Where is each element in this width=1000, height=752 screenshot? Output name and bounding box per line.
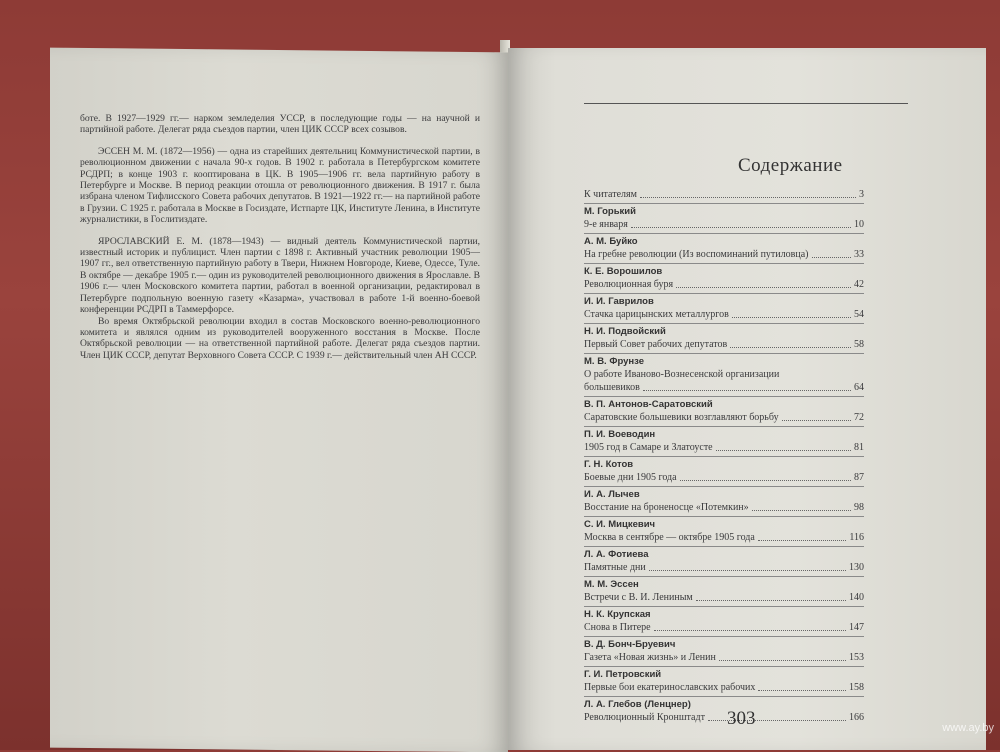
- toc-author: Г. И. Петровский: [584, 669, 662, 680]
- toc-entry: [584, 486, 864, 514]
- toc-title: К читателям: [584, 189, 637, 200]
- toc-divider: [584, 323, 864, 324]
- toc-title: Революционная буря: [584, 279, 674, 290]
- toc-title: Первые бои екатеринославских рабочих: [584, 682, 756, 693]
- bio-paragraph: ЭССЕН М. М. (1872—1956) — одна из старейших деятельниц Коммунистической партии, в революционном движении с начала 90-х годов. В 1902 г. работала в Петербургском комитете РСДРП; в конце 1903 г. кооптирована в ЦК. В 1905—1906 гг. вела партийную работу в Петербурге и Москве. В период реакции отошла от революционного движения. В 1917 г. была избрана членом Тифлисского Совета рабочих депутатов. В 1921—1922 гг.— на партийной работе в Грузии. С 1925 г. работала в Москве в Госиздате, Истпарте ЦК, Институте Ленина, в Институте журналистики, в Гослитиздате.: [80, 145, 480, 226]
- bio-entry: [80, 236, 480, 361]
- toc-title: Первый Совет рабочих депутатов: [584, 339, 728, 350]
- toc-divider: [584, 486, 864, 487]
- toc-line: [584, 188, 864, 201]
- toc-entry: [584, 323, 864, 351]
- toc-line: [584, 471, 864, 484]
- toc-leader-dots: [758, 690, 846, 691]
- toc-page-number: 42: [854, 279, 864, 290]
- toc-leader-dots: [732, 317, 851, 318]
- toc-entry: [584, 516, 864, 544]
- toc-author: С. И. Мицкевич: [584, 519, 656, 530]
- table-of-contents: [584, 188, 864, 724]
- toc-line: [584, 218, 864, 231]
- toc-divider: [584, 203, 864, 204]
- toc-page-number: 64: [854, 382, 864, 393]
- toc-author: Н. К. Крупская: [584, 609, 651, 620]
- toc-author: Г. Н. Котов: [584, 459, 634, 470]
- toc-leader-dots: [696, 600, 846, 601]
- toc-line: [584, 651, 864, 664]
- toc-author: А. М. Буйко: [584, 236, 638, 247]
- toc-author: Л. А. Глебов (Ленцнер): [584, 699, 691, 710]
- toc-page-number: 158: [849, 682, 864, 693]
- toc-leader-dots: [719, 660, 846, 661]
- toc-divider: [584, 636, 864, 637]
- toc-divider: [584, 546, 864, 547]
- toc-author: К. Е. Ворошилов: [584, 266, 663, 277]
- toc-title: Боевые дни 1905 года: [584, 472, 677, 483]
- watermark: www.ay.by: [942, 722, 994, 734]
- toc-divider: [584, 516, 864, 517]
- toc-leader-dots: [649, 570, 846, 571]
- toc-author: М. Горький: [584, 206, 636, 217]
- bio-paragraph: боте. В 1927—1929 гг.— нарком земледелия УССР, в последующие годы — на научной и партийной работе. Делегат ряда съездов партии, член ЦИК СССР всех созывов.: [80, 113, 480, 136]
- toc-divider: [584, 293, 864, 294]
- toc-divider: [584, 263, 864, 264]
- toc-leader-dots: [716, 450, 851, 451]
- toc-page-number: 81: [854, 442, 864, 453]
- toc-title: Саратовские большевики возглавляют борьбу: [584, 412, 779, 423]
- toc-author: В. П. Антонов-Саратовский: [584, 399, 713, 410]
- toc-line: [584, 278, 864, 291]
- toc-page-number: 72: [854, 412, 864, 423]
- toc-entry: [584, 456, 864, 484]
- toc-line: [584, 681, 864, 694]
- bio-paragraph: Во время Октябрьской революции входил в состав Московского военно-революционного комитета и являлся одним из руководителей вооруженного восстания в Москве. После Октябрьской революции — на ответственной партийной работе. Делегат ряда съездов партии. Член ЦИК СССР, депутат Верховного Совета СССР. С 1939 г.— действительный член АН СССР.: [80, 315, 480, 361]
- toc-title: Революционный Кронштадт: [584, 712, 705, 723]
- toc-title: большевиков: [584, 382, 640, 393]
- toc-title: 1905 год в Самаре и Златоусте: [584, 442, 713, 453]
- toc-page-number: 140: [849, 592, 864, 603]
- toc-entry: [584, 203, 864, 231]
- toc-entry: [584, 546, 864, 574]
- toc-divider: [584, 426, 864, 427]
- toc-line: [584, 621, 864, 634]
- toc-author: М. М. Эссен: [584, 579, 639, 590]
- toc-page-number: 33: [854, 249, 864, 260]
- toc-leader-dots: [680, 480, 851, 481]
- toc-line: [584, 381, 864, 394]
- toc-entry: [584, 353, 864, 394]
- toc-entry: [584, 666, 864, 694]
- toc-page-number: 153: [849, 652, 864, 663]
- toc-leader-dots: [812, 257, 852, 258]
- toc-title: На гребне революции (Из воспоминаний путиловца): [584, 249, 809, 260]
- toc-line: [584, 711, 864, 724]
- page-number: 303: [727, 708, 756, 729]
- toc-author: М. В. Фрунзе: [584, 356, 645, 367]
- toc-title: Стачка царицынских металлургов: [584, 309, 729, 320]
- toc-author: И. И. Гаврилов: [584, 296, 654, 307]
- bio-entry: [80, 113, 480, 136]
- toc-page-number: 54: [854, 309, 864, 320]
- toc-entry: [584, 606, 864, 634]
- bio-paragraph: ЯРОСЛАВСКИЙ Е. М. (1878—1943) — видный деятель Коммунистической партии, известный историк и публицист. Член партии с 1898 г. Активный участник революции 1905—1907 гг., вел ответственную партийную работу в Твери, Нижнем Новгороде, Киеве, Одессе, Туле. В октябре — декабре 1905 г.— один из руководителей революционного движения в Ярославле. В 1906 г.— член Московского комитета партии, работал в военной организации, редактировал в Петербурге подпольную военную газету «Казарма», участвовал в работе 1-й военно-боевой конференции РСДРП в Таммерфорсе.: [80, 235, 480, 316]
- toc-leader-dots: [654, 630, 846, 631]
- toc-divider: [584, 353, 864, 354]
- toc-entry: [584, 696, 864, 724]
- toc-author: Л. А. Фотиева: [584, 549, 649, 560]
- toc-author: Н. И. Подвойский: [584, 326, 666, 337]
- toc-divider: [584, 606, 864, 607]
- toc-page-number: 87: [854, 472, 864, 483]
- toc-title: Газета «Новая жизнь» и Ленин: [584, 652, 716, 663]
- toc-page-number: 116: [849, 532, 864, 543]
- toc-line: [584, 531, 864, 544]
- toc-title: Восстание на броненосце «Потемкин»: [584, 502, 749, 513]
- toc-leader-dots: [730, 347, 851, 348]
- toc-divider: [584, 666, 864, 667]
- biographies-block: [80, 113, 480, 371]
- toc-leader-dots: [752, 510, 851, 511]
- toc-line: [584, 441, 864, 454]
- toc-entry: [584, 293, 864, 321]
- toc-leader-dots: [643, 390, 851, 391]
- toc-entry: [584, 576, 864, 604]
- toc-entry: [584, 233, 864, 261]
- toc-divider: [584, 456, 864, 457]
- toc-leader-dots: [758, 540, 847, 541]
- toc-line: [584, 338, 864, 351]
- toc-title: 9-е января: [584, 219, 628, 230]
- toc-title: Памятные дни: [584, 562, 646, 573]
- toc-line: [584, 368, 864, 381]
- toc-author: И. А. Лычев: [584, 489, 640, 500]
- toc-entry: [584, 396, 864, 424]
- toc-page-number: 166: [849, 712, 864, 723]
- page-title: Содержание: [738, 155, 843, 176]
- toc-author: В. Д. Бонч-Бруевич: [584, 639, 676, 650]
- toc-entry: [584, 263, 864, 291]
- toc-line: [584, 411, 864, 424]
- toc-line: [584, 501, 864, 514]
- header-rule: [584, 103, 908, 104]
- toc-line: [584, 248, 864, 261]
- toc-divider: [584, 233, 864, 234]
- toc-leader-dots: [640, 197, 856, 198]
- toc-line: [584, 561, 864, 574]
- toc-divider: [584, 396, 864, 397]
- toc-line: [584, 591, 864, 604]
- toc-entry: [584, 636, 864, 664]
- toc-page-number: 58: [854, 339, 864, 350]
- toc-leader-dots: [631, 227, 851, 228]
- toc-title: О работе Иваново-Вознесенской организации: [584, 369, 780, 380]
- toc-title: Встречи с В. И. Лениным: [584, 592, 693, 603]
- toc-divider: [584, 576, 864, 577]
- toc-page-number: 98: [854, 502, 864, 513]
- toc-divider: [584, 696, 864, 697]
- toc-title: Снова в Питере: [584, 622, 651, 633]
- toc-author: П. И. Воеводин: [584, 429, 656, 440]
- toc-line: [584, 308, 864, 321]
- toc-page-number: 3: [859, 189, 864, 200]
- toc-entry: [584, 426, 864, 454]
- toc-page-number: 147: [849, 622, 864, 633]
- toc-entry: [584, 188, 864, 201]
- bio-entry: [80, 146, 480, 226]
- toc-leader-dots: [676, 287, 851, 288]
- toc-title: Москва в сентябре — октябре 1905 года: [584, 532, 755, 543]
- toc-page-number: 10: [854, 219, 864, 230]
- toc-leader-dots: [782, 420, 851, 421]
- toc-page-number: 130: [849, 562, 864, 573]
